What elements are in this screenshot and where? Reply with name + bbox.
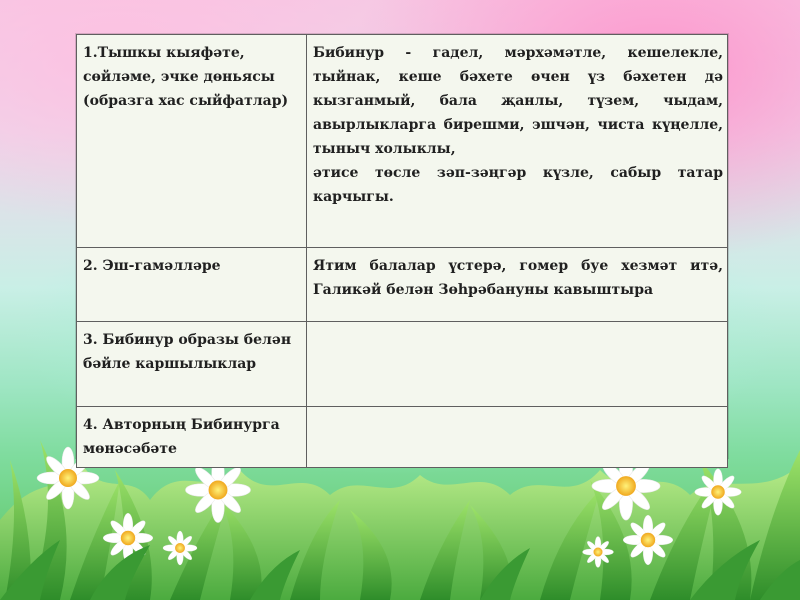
- table-row: [77, 248, 728, 322]
- row-content-author-attitude[interactable]: [307, 407, 728, 468]
- table-row: [77, 322, 728, 407]
- row-content-conflicts[interactable]: [307, 322, 728, 407]
- row-heading-deeds: 2. Эш-гамәлләре: [77, 248, 307, 322]
- table-row: [77, 407, 728, 468]
- character-analysis-table: [76, 34, 728, 468]
- row-heading-appearance: 1.Тышкы кыяфәте, сөйләме, эчке дөньясы (образга хас сыйфатлар): [77, 35, 307, 248]
- row-content-deeds: [307, 248, 728, 322]
- row-heading-author-attitude: 4. Авторның Бибинурга мөнәсәбәте: [77, 407, 307, 468]
- row-content-appearance: [307, 35, 728, 248]
- appearance-text-part1: Бибинур - гадел, мәрхәмәтле, кешелекле, тыйнак, кеше бәхете өчен үз бәхетен дә кызганмый, бала җанлы, түзем, чыдам, авырлыкларга бирешми, эшчән, чиста күңелле, тыныч холыклы,: [313, 45, 723, 157]
- deeds-text: Ятим балалар үстерә, гомер буе хезмәт итә, Галикәй белән Зөһрәбануны кавыштыра: [313, 258, 723, 298]
- appearance-text-part2: әтисе төсле зәп-зәңгәр күзле, сабыр татар карчыгы.: [313, 165, 723, 205]
- row-heading-conflicts: 3. Бибинур образы белән бәйле каршылыклар: [77, 322, 307, 407]
- table-row: [77, 35, 728, 248]
